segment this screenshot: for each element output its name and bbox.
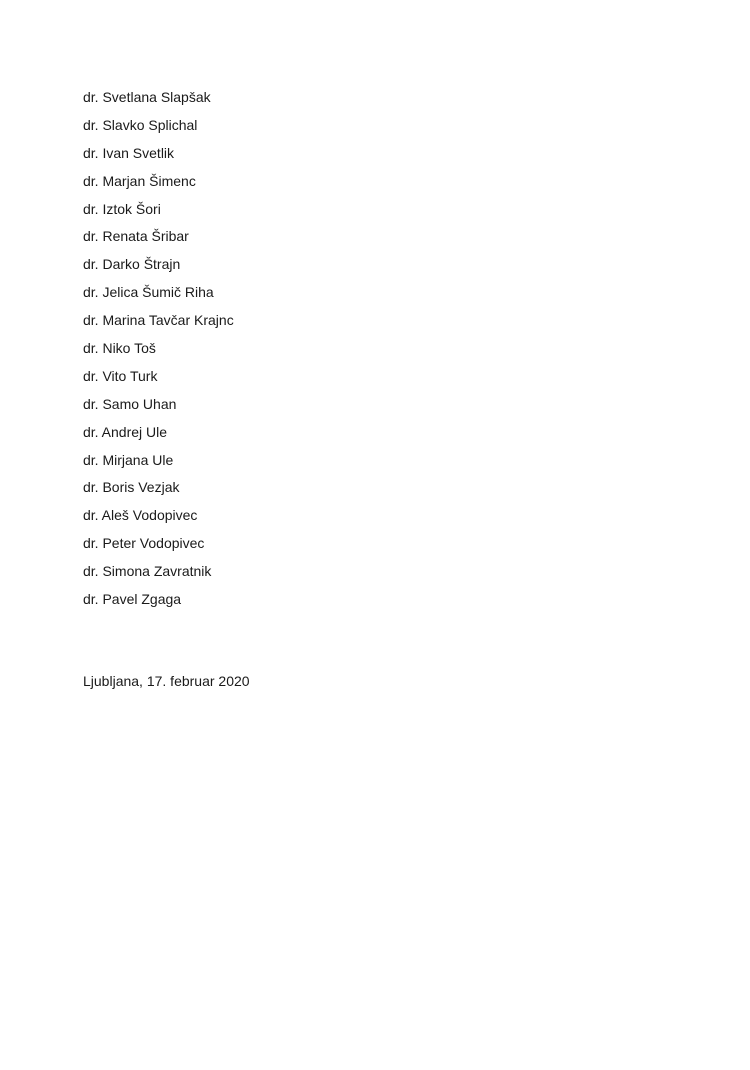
signatory-name: dr. Marina Tavčar Krajnc (83, 312, 234, 329)
signatory-name: dr. Aleš Vodopivec (83, 507, 198, 524)
signatory-name: dr. Simona Zavratnik (83, 563, 212, 580)
signatory-name: dr. Boris Vezjak (83, 479, 180, 496)
signatory-name: dr. Renata Šribar (83, 228, 189, 245)
signatory-name: dr. Vito Turk (83, 367, 158, 384)
signatory-name: dr. Samo Uhan (83, 395, 177, 412)
signatory-name: dr. Iztok Šori (83, 200, 161, 217)
signatory-list (83, 86, 234, 616)
signatory-name: dr. Peter Vodopivec (83, 535, 205, 552)
signatory-name: dr. Ivan Svetlik (83, 144, 175, 161)
signatory-name: dr. Svetlana Slapšak (83, 89, 211, 105)
signatory-name: dr. Andrej Ule (83, 423, 168, 440)
signatory-name: dr. Darko Štrajn (83, 256, 181, 273)
signatory-name: dr. Pavel Zgaga (83, 591, 182, 608)
signatory-name: dr. Jelica Šumič Riha (83, 284, 214, 301)
signatory-name: dr. Niko Toš (83, 340, 156, 357)
signatory-name: dr. Mirjana Ule (83, 451, 174, 468)
signatory-name: dr. Marjan Šimenc (83, 172, 196, 189)
signatory-name: dr. Slavko Splichal (83, 116, 198, 133)
place-and-date: Ljubljana, 17. februar 2020 (83, 673, 250, 689)
